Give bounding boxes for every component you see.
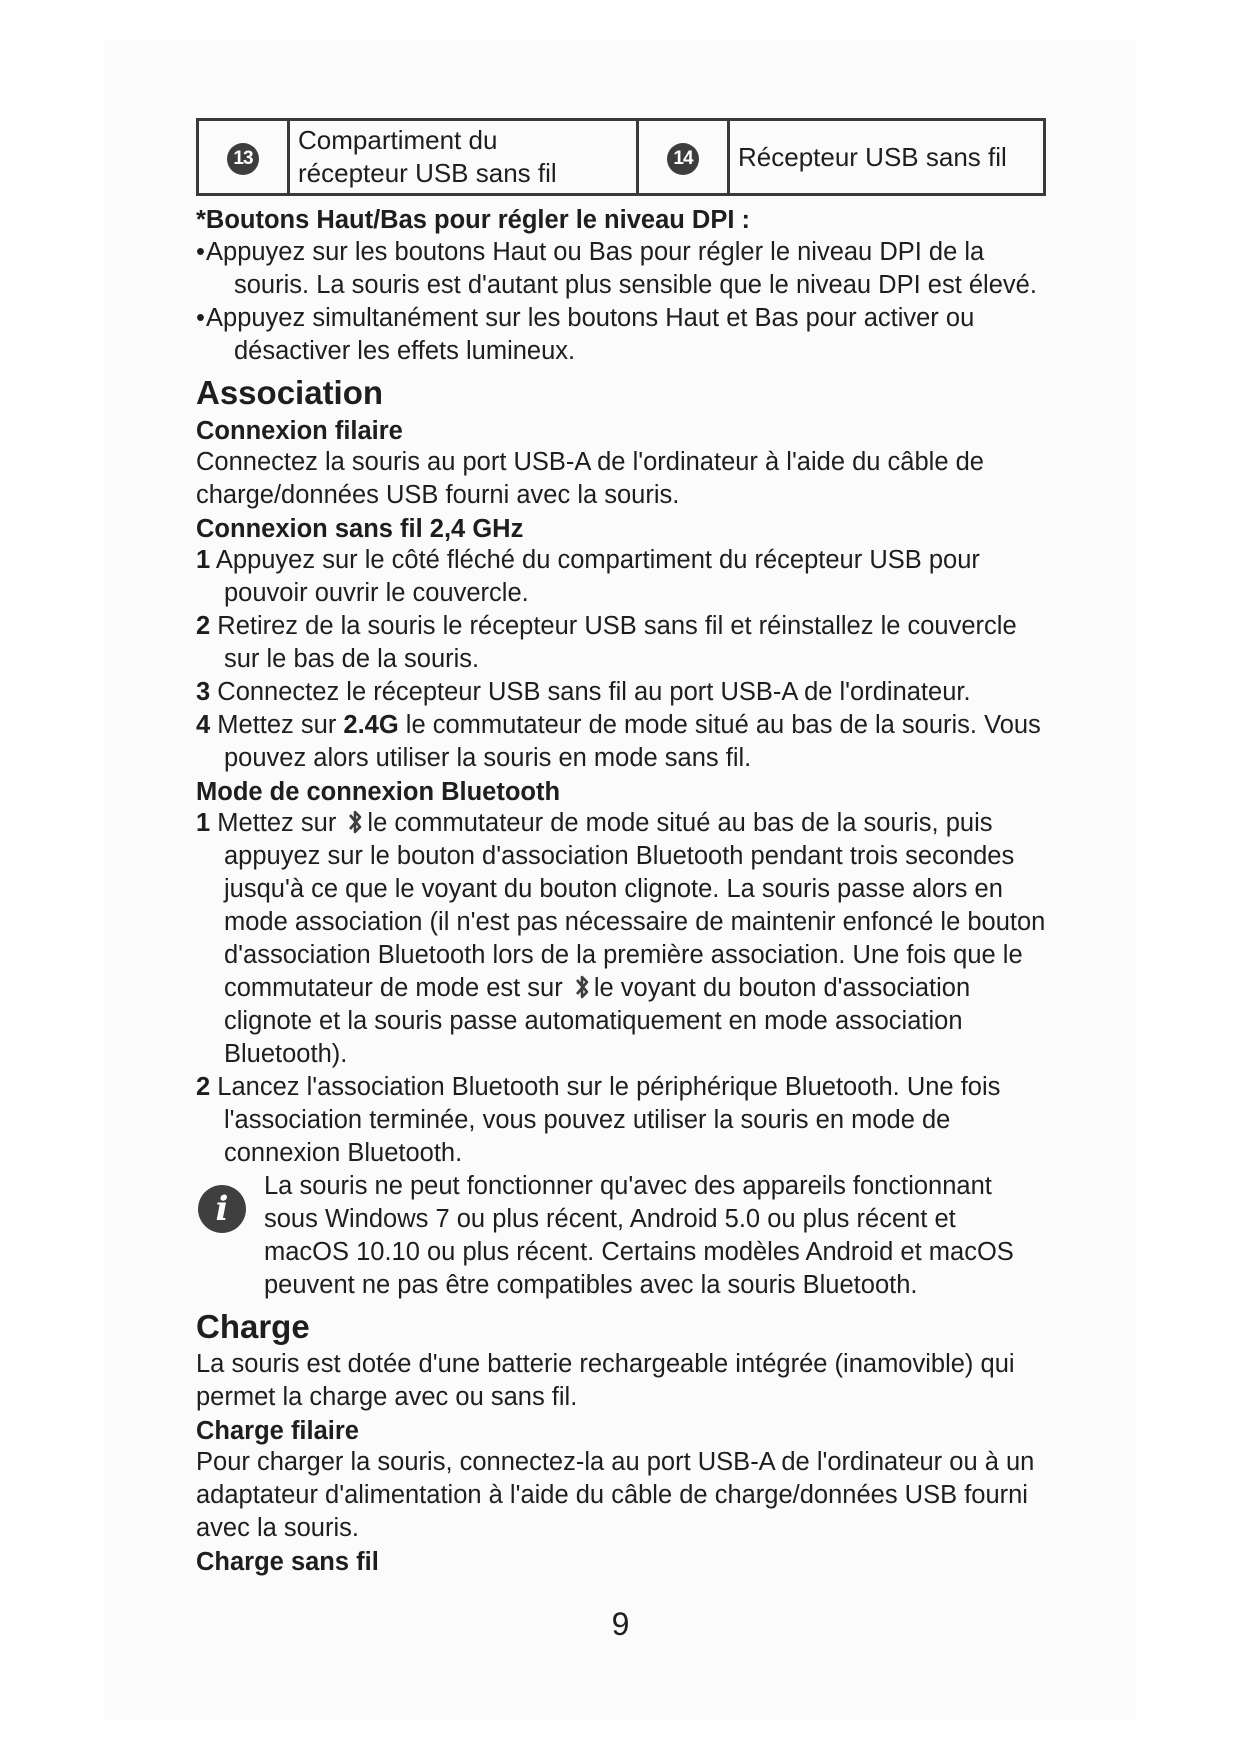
association-heading: Association [196, 374, 384, 411]
dpi-bullet-text: Appuyez simultanément sur les boutons Haut et Bas pour activer ou désactiver les effets lumineux. [206, 304, 975, 365]
list-item [196, 709, 1046, 775]
dpi-title: *Boutons Haut/Bas pour régler le niveau DPI : [196, 206, 751, 234]
dpi-bullet: •Appuyez sur les boutons Haut ou Bas pour régler le niveau DPI de la souris. La souris est d'autant plus sensible que le niveau DPI est élevé. [196, 238, 1037, 299]
step-number: 4 [196, 711, 211, 739]
step-text: Mettez sur [217, 711, 344, 739]
wireless-charge-heading: Charge sans fil [196, 1548, 379, 1576]
wired-charge-text: Pour charger la souris, connectez-la au port USB-A de l'ordinateur ou à un adaptateur d'alimentation à l'aide du câble de charge/données USB fourni avec la souris. [196, 1448, 1035, 1542]
bluetooth-icon [572, 973, 592, 1001]
step-text: Connectez le récepteur USB sans fil au port USB-A de l'ordinateur. [217, 678, 971, 706]
table-row [198, 120, 1045, 195]
list-item [196, 544, 1046, 610]
step-text: Mettez sur [217, 809, 344, 837]
step-text: le commutateur de mode situé au bas de la souris. Vous pouvez alors utiliser la souris en mode sans fil. [224, 711, 1041, 772]
note-text: La souris ne peut fonctionner qu'avec des appareils fonctionnant sous Windows 7 ou plus récent, Android 5.0 ou plus récent et macOS 10.10 ou plus récent. Certains modèles Android et macOS peuvent ne pas être compatibles avec la souris Bluetooth. [264, 1172, 1014, 1299]
number-badge: 13 [227, 143, 259, 175]
bluetooth-icon [345, 808, 365, 836]
wired-connection-heading: Connexion filaire [196, 417, 403, 445]
list-item [196, 610, 1046, 676]
list-item [196, 807, 1046, 1071]
step-number: 2 [196, 1073, 211, 1101]
legend-label-line: Compartiment du [298, 125, 498, 155]
component-legend-table [196, 118, 1046, 196]
mode-label: 2.4G [343, 711, 399, 739]
wired-charge-heading: Charge filaire [196, 1417, 359, 1445]
wireless-connection-heading: Connexion sans fil 2,4 GHz [196, 515, 524, 543]
step-text: Appuyez sur le côté fléché du compartiment du récepteur USB pour pouvoir ouvrir le couvercle. [215, 546, 980, 607]
page-number: 9 [611, 1606, 630, 1642]
info-icon: i [198, 1185, 246, 1233]
step-text: Lancez l'association Bluetooth sur le périphérique Bluetooth. Une fois l'association terminée, vous pouvez utiliser la souris en mode de connexion Bluetooth. [217, 1073, 1001, 1167]
step-number: 1 [196, 809, 211, 837]
step-number: 1 [196, 546, 211, 574]
bluetooth-heading: Mode de connexion Bluetooth [196, 778, 561, 806]
charge-intro: La souris est dotée d'une batterie rechargeable intégrée (inamovible) qui permet la charge avec ou sans fil. [196, 1350, 1015, 1411]
legend-label-cell: Récepteur USB sans fil [729, 120, 1045, 195]
number-badge: 14 [667, 143, 699, 175]
step-number: 3 [196, 678, 211, 706]
dpi-bullet-text: Appuyez sur les boutons Haut ou Bas pour régler le niveau DPI de la souris. La souris est d'autant plus sensible que le niveau DPI est élevé. [206, 238, 1037, 299]
list-item [196, 1071, 1046, 1170]
step-text: Retirez de la souris le récepteur USB sans fil et réinstallez le couvercle sur le bas de la souris. [217, 612, 1017, 673]
manual-content [196, 118, 1046, 1577]
legend-number-cell [638, 120, 729, 195]
dpi-bullet: •Appuyez simultanément sur les boutons Haut et Bas pour activer ou désactiver les effets lumineux. [196, 304, 975, 365]
step-text: le voyant du bouton d'association clignote et la souris passe automatiquement en mode association Bluetooth). [224, 974, 971, 1068]
charge-heading: Charge [196, 1308, 310, 1345]
legend-label-cell [289, 120, 638, 195]
step-number: 2 [196, 612, 211, 640]
legend-label-line: récepteur USB sans fil [298, 158, 557, 188]
legend-number-cell [198, 120, 289, 195]
compatibility-note [196, 1170, 1046, 1302]
list-item [196, 676, 1046, 709]
step-text: le commutateur de mode situé au bas de la souris, puis appuyez sur le bouton d'association Bluetooth pendant trois secondes jusqu'à ce que le voyant du bouton clignote. La souris passe alors en mode association (il n'est pas nécessaire de maintenir enfoncé le bouton d'association Bluetooth lors de la première association. Une fois que le commutateur de mode est sur [224, 809, 1046, 1002]
wired-connection-text: Connectez la souris au port USB-A de l'ordinateur à l'aide du câble de charge/données USB fourni avec la souris. [196, 448, 984, 509]
